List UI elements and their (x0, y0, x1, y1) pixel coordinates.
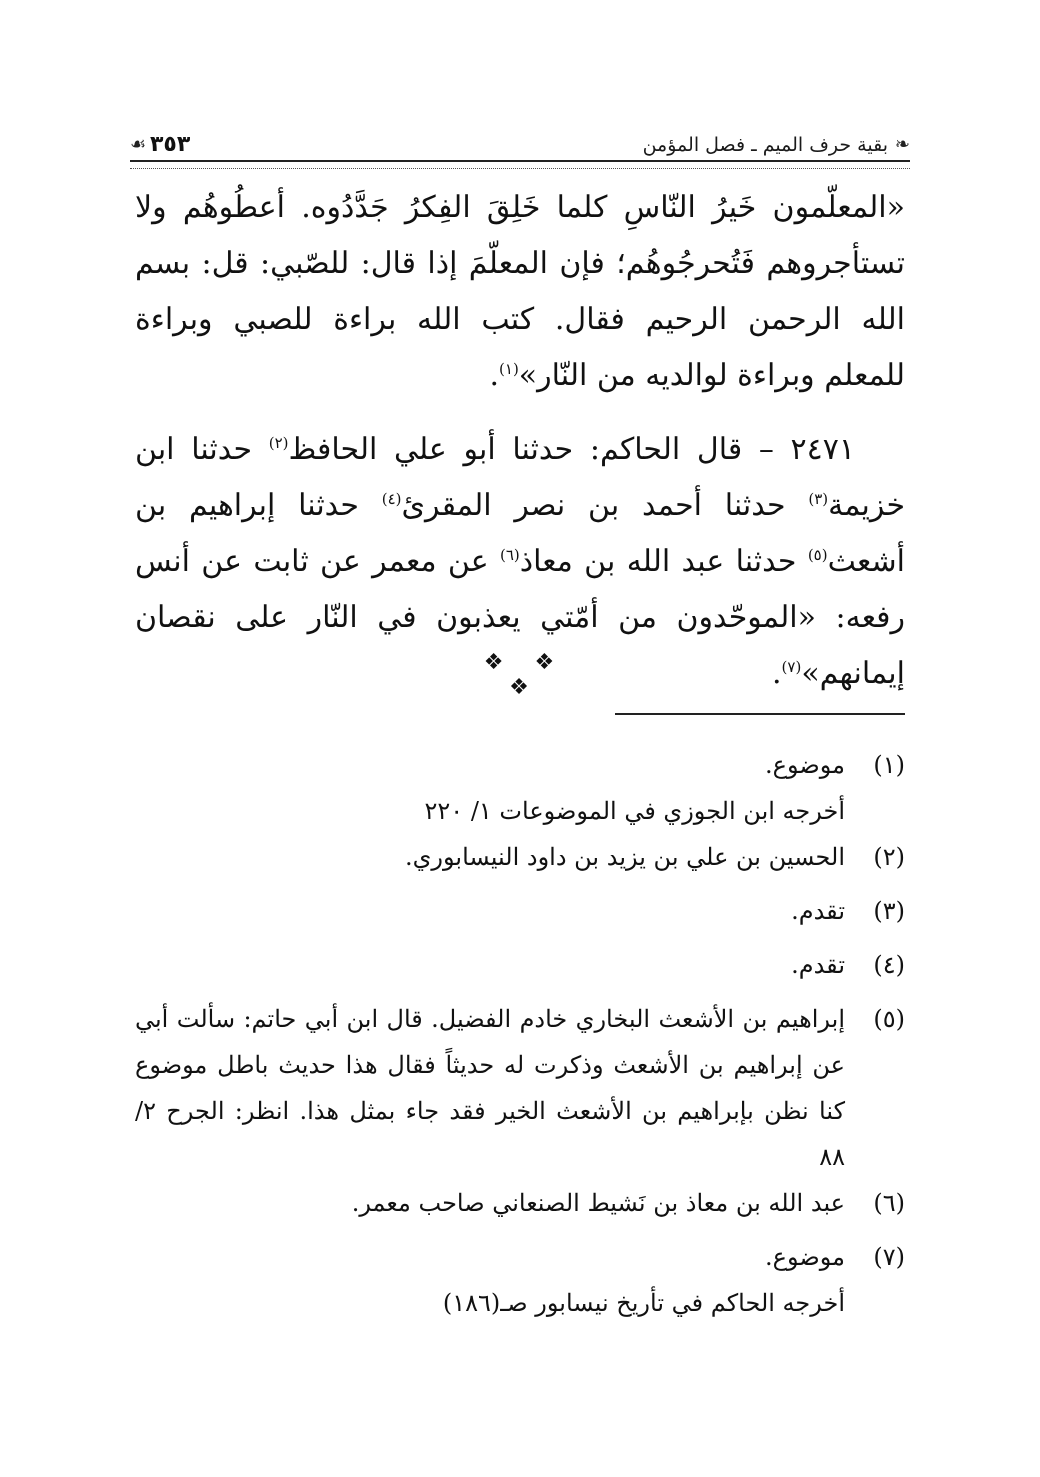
footnote-text: تقدم. (791, 897, 845, 925)
header-ornament-left-icon: ☙ (130, 134, 147, 155)
footnote-text: موضوع. (765, 1243, 845, 1271)
footnote-4 (135, 942, 905, 988)
footnote-text: موضوع. (765, 751, 845, 779)
main-text (135, 180, 905, 702)
hadith-paragraph-1 (135, 180, 905, 404)
footnote-number: (٤) (873, 951, 905, 979)
hadith-2-part1: ٢٤٧١ – قال الحاكم: حدثنا أبو علي الحافظ (288, 432, 855, 467)
footnote-3 (135, 888, 905, 934)
footnote-6 (135, 1180, 905, 1226)
hadith-2-part5: حدثنا عبد الله بن معاذ (519, 544, 808, 579)
footnote-ref-3[interactable]: (٣) (808, 490, 829, 508)
footnote-number: (١) (873, 751, 905, 779)
footnote-ref-7[interactable]: (٧) (781, 658, 802, 676)
footnote-ref-2[interactable]: (٢) (268, 434, 289, 452)
footnote-1 (135, 742, 905, 834)
hadith-2-part4: حدثنا إبراهيم بن أشعث (135, 488, 905, 579)
footnote-text: أخرجه الحاكم في تأريخ نيسابور صـ(١٨٦) (442, 1289, 845, 1317)
footnote-text: إبراهيم بن الأشعث البخاري خادم الفضيل. قال ابن أبي حاتم: سألت أبي عن إبراهيم بن الأشعث وذكرت له حديثاً فقال هذا حديث باطل موضوع كنا نظن بإبراهيم بن الأشعث الخير فقد جاء بمثل هذا. انظر: الجرح ٢/ ٨٨ (135, 1005, 845, 1171)
footnote-divider (615, 713, 905, 715)
chapter-title: بقية حرف الميم ـ فصل المؤمن (642, 134, 888, 156)
hadith-2-part6: عن معمر عن ثابت عن أنس رفعه: «الموحّدون من أمّتي يعذبون في النّار على نقصان إيمانهم» (135, 544, 905, 691)
footnote-ref-4[interactable]: (٤) (381, 490, 402, 508)
footnote-number: (٥) (873, 1005, 905, 1033)
header-rule (130, 160, 910, 169)
footnote-number: (٦) (873, 1189, 905, 1217)
footnote-text: عبد الله بن معاذ بن نَشيط الصنعاني صاحب معمر. (351, 1189, 845, 1217)
footnote-number: (٢) (873, 843, 905, 871)
hadith-1-text: «المعلّمون خَيرُ النّاسِ كلما خَلِقَ الفِكرُ جَدَّدُوه. أعطُوهُم ولا تستأجروهم فَتُحرجُوهُم؛ فإن المعلّمَ إذا قال: للصّبي: قل: بسم الله الرحمن الرحيم فقال. كتب الله براءة للصبي وبراءة للمعلم وبراءة لوالديه من النّار» (135, 190, 905, 393)
footnote-number: (٣) (873, 897, 905, 925)
footnote-text: أخرجه ابن الجوزي في الموضوعات ١/ ٢٢٠ (424, 797, 845, 825)
hadith-2-part2: حدثنا ابن خزيمة (135, 432, 905, 523)
page-header (130, 130, 910, 170)
footnote-5 (135, 996, 905, 1180)
header-ornament-right-icon: ❧ (894, 134, 910, 155)
footnote-text: تقدم. (791, 951, 845, 979)
section-separator: ❖ ❖ ❖ (483, 650, 567, 700)
footnote-ref-6[interactable]: (٦) (500, 546, 520, 564)
hadith-1-tail: . (489, 358, 500, 393)
footnote-text: الحسين بن علي بن يزيد بن داود النيسابوري. (404, 843, 845, 871)
footnote-2 (135, 834, 905, 880)
footnote-ref-1[interactable]: (١) (499, 360, 519, 378)
hadith-2-tail: . (772, 656, 782, 691)
footnotes (135, 742, 905, 1326)
footnote-number: (٧) (873, 1243, 905, 1271)
page-number: ٣٥٣ (150, 132, 191, 157)
hadith-2-part3: حدثنا أحمد بن نصر المقرئ (401, 488, 809, 523)
footnote-7 (135, 1234, 905, 1326)
footnote-ref-5[interactable]: (٥) (807, 546, 828, 564)
